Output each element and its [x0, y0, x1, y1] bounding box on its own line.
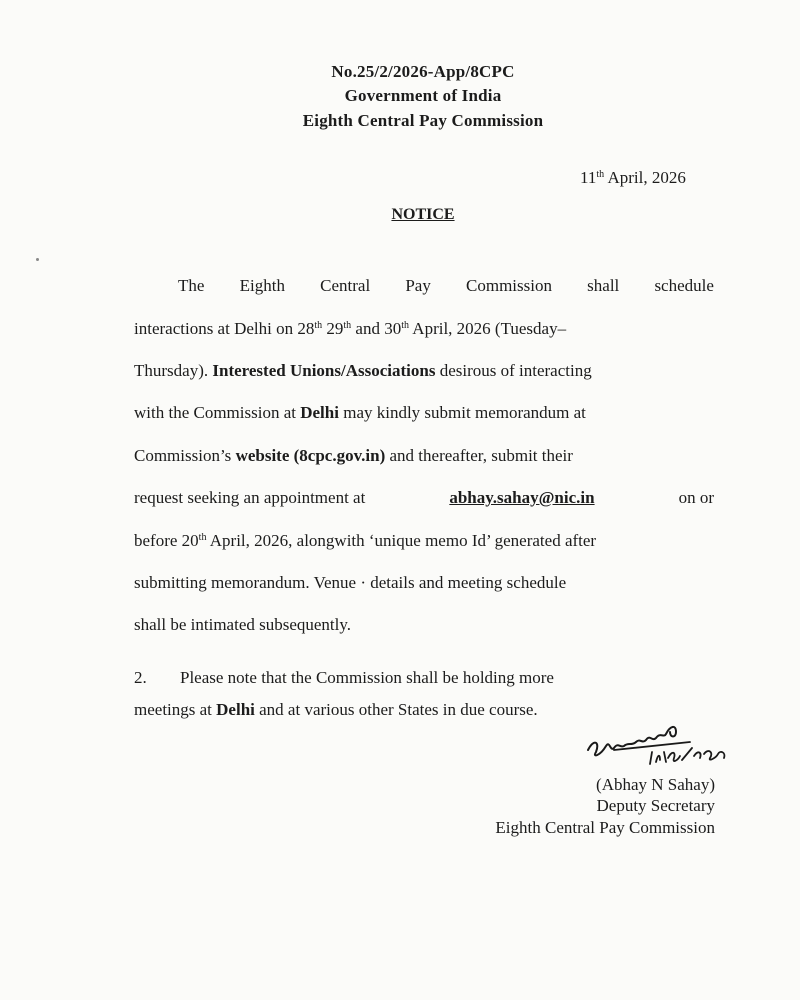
- reference-number: No.25/2/2026-App/8CPC: [331, 62, 515, 81]
- para1-line7: before 20th April, 2026, alongwith ‘unique memo Id’ generated after: [134, 531, 597, 550]
- para2-line2: meetings at Delhi and at various other States in due course.: [134, 700, 538, 719]
- signatory-designation: Deputy Secretary: [596, 796, 715, 815]
- para1-line9: shall be intimated subsequently.: [134, 615, 352, 634]
- notice-date: 11th April, 2026: [580, 168, 686, 187]
- para2-line1: Please note that the Commission shall be holding more: [180, 668, 554, 687]
- para1-line1: The Eighth Central Pay Commission shall schedule: [178, 276, 714, 295]
- signatory-organization: Eighth Central Pay Commission: [495, 818, 715, 837]
- commission-heading: Eighth Central Pay Commission: [302, 111, 544, 130]
- signatory-name: (Abhay N Sahay): [596, 775, 715, 794]
- para1-line8: submitting memorandum. Venue · details and meeting schedule: [134, 573, 567, 592]
- para1-line2: interactions at Delhi on 28th 29th and 30th April, 2026 (Tuesday–: [134, 319, 567, 338]
- government-heading: Government of India: [344, 86, 502, 105]
- scan-speck: [36, 258, 39, 261]
- para1-line6: request seeking an appointment at abhay.sahay@nic.in on or: [134, 488, 714, 507]
- handwritten-signature: [580, 712, 770, 782]
- para1-line5: Commission’s website (8cpc.gov.in) and thereafter, submit their: [134, 446, 573, 465]
- para1-line4: with the Commission at Delhi may kindly submit memorandum at: [134, 403, 586, 422]
- para1-line3: Thursday). Interested Unions/Associations desirous of interacting: [134, 361, 592, 380]
- notice-title: NOTICE: [391, 206, 455, 223]
- email-link[interactable]: abhay.sahay@nic.in: [449, 488, 595, 507]
- para2-number: 2.: [134, 668, 147, 687]
